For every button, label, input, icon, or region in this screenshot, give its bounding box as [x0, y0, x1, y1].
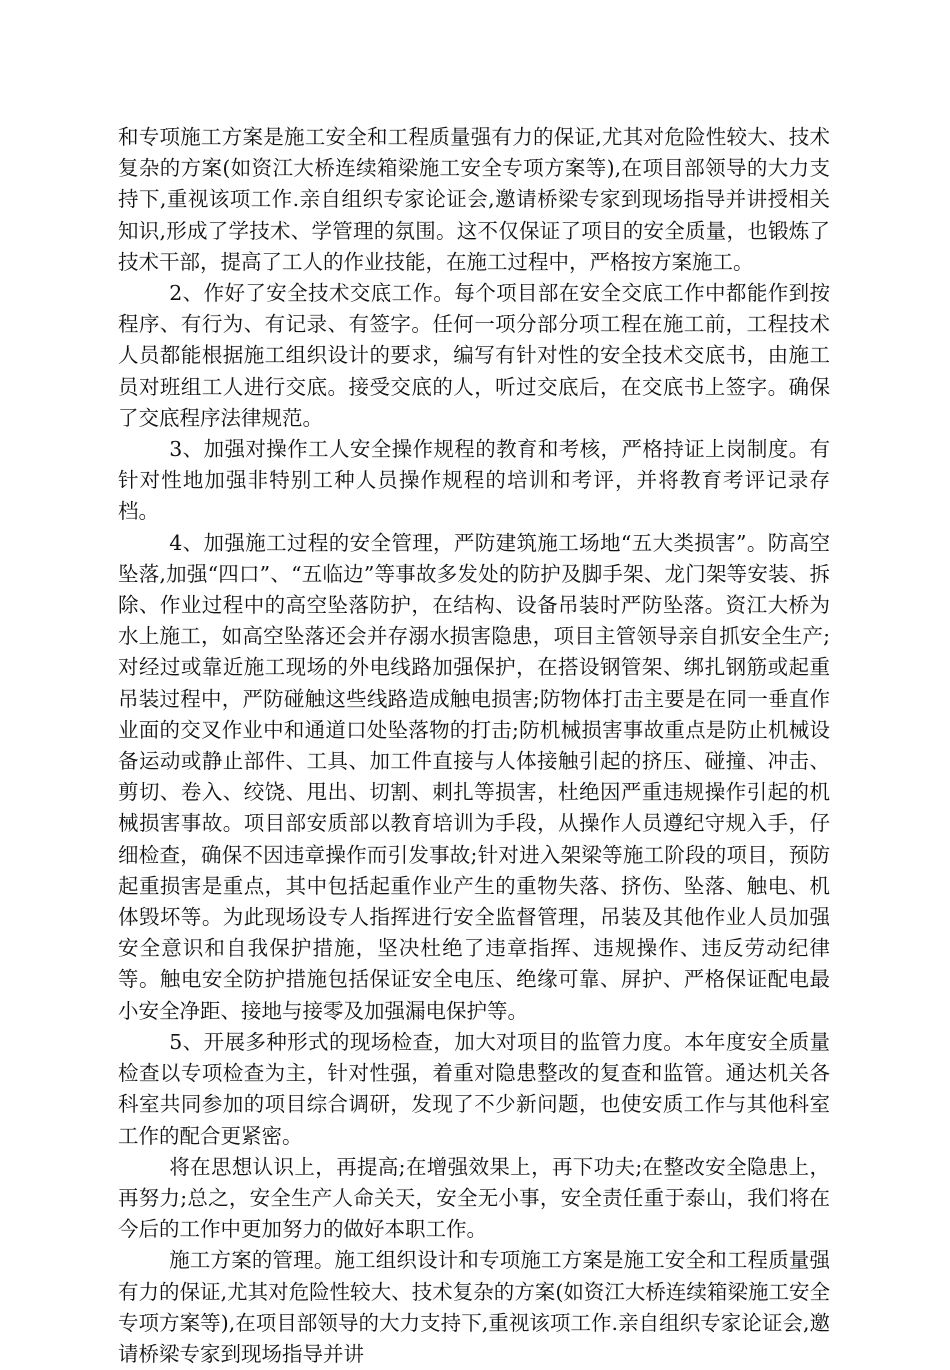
paragraph-item-3: 3、加强对操作工人安全操作规程的教育和考核，严格持证上岗制度。有针对性地加强非特别工种人员操作规程的培训和考评，并将教育考评记录存档。: [118, 437, 830, 524]
paragraph-continuation: 和专项施工方案是施工安全和工程质量强有力的保证,尤其对危险性较大、技术复杂的方案(如资江大桥连续箱梁施工安全专项方案等),在项目部领导的大力支持下,重视该项工作.亲自组织专家论证会,邀请桥梁专家到现场指导并讲授相关知识,形成了学技术、学管理的氛围。这不仅保证了项目的安全质量，也锻炼了技术干部，提高了工人的作业技能，在施工过程中，严格按方案施工。: [118, 125, 830, 274]
paragraph-item-5: 5、开展多种形式的现场检查，加大对项目的监管力度。本年度安全质量检查以专项检查为主，针对性强，着重对隐患整改的复查和监管。通达机关各科室共同参加的项目综合调研，发现了不少新问题，也使安质工作与其他科室工作的配合更紧密。: [118, 1029, 830, 1148]
document-body: [118, 122, 830, 1370]
paragraph-item-4: 4、加强施工过程的安全管理，严防建筑施工场地“五大类损害”。防高空坠落,加强“四口”、“五临边”等事故多发处的防护及脚手架、龙门架等安装、拆除、作业过程中的高空坠落防护，在结构、设备吊装时严防坠落。资江大桥为水上施工，如高空坠落还会并存溺水损害隐患，项目主管领导亲自抓安全生产;对经过或靠近施工现场的外电线路加强保护，在搭设钢管架、绑扎钢筋或起重吊装过程中，严防碰触这些线路造成触电损害;防物体打击主要是在同一垂直作业面的交叉作业中和通道口处坠落物的打击;防机械损害事故重点是防止机械设备运动或静止部件、工具、加工件直接与人体接触引起的挤压、碰撞、冲击、剪切、卷入、绞饶、甩出、切割、刺扎等损害，杜绝因严重违规操作引起的机械损害事故。项目部安质部以教育培训为手段，从操作人员遵纪守规入手，仔细检查，确保不因违章操作而引发事故;针对进入架梁等施工阶段的项目，预防起重损害是重点，其中包括起重作业产生的重物失落、挤伤、坠落、触电、机体毁坏等。为此现场设专人指挥进行安全监督管理，吊装及其他作业人员加强安全意识和自我保护措施，坚决杜绝了违章指挥、违规操作、违反劳动纪律等。触电安全防护措施包括保证安全电压、绝缘可靠、屏护、严格保证配电最小安全净距、接地与接零及加强漏电保护等。: [118, 530, 830, 1023]
paragraph-conclusion: 将在思想认识上，再提高;在增强效果上，再下功夫;在整改安全隐患上，再努力;总之，安全生产人命关天，安全无小事，安全责任重于泰山，我们将在今后的工作中更加努力的做好本职工作。: [118, 1154, 830, 1242]
paragraph-item-2: 2、作好了安全技术交底工作。每个项目部在安全交底工作中都能作到按程序、有行为、有记录、有签字。任何一项分部分项工程在施工前，工程技术人员都能根据施工组织设计的要求，编写有针对性的安全技术交底书，由施工员对班组工人进行交底。接受交底的人，听过交底后，在交底书上签字。确保了交底程序法律规范。: [118, 281, 830, 430]
paragraph-plan-management: 施工方案的管理。施工组织设计和专项施工方案是施工安全和工程质量强有力的保证,尤其对危险性较大、技术复杂的方案(如资江大桥连续箱梁施工安全专项方案等),在项目部领导的大力支持下,重视该项工作.亲自组织专家论证会,邀请桥梁专家到现场指导并讲: [118, 1248, 830, 1366]
